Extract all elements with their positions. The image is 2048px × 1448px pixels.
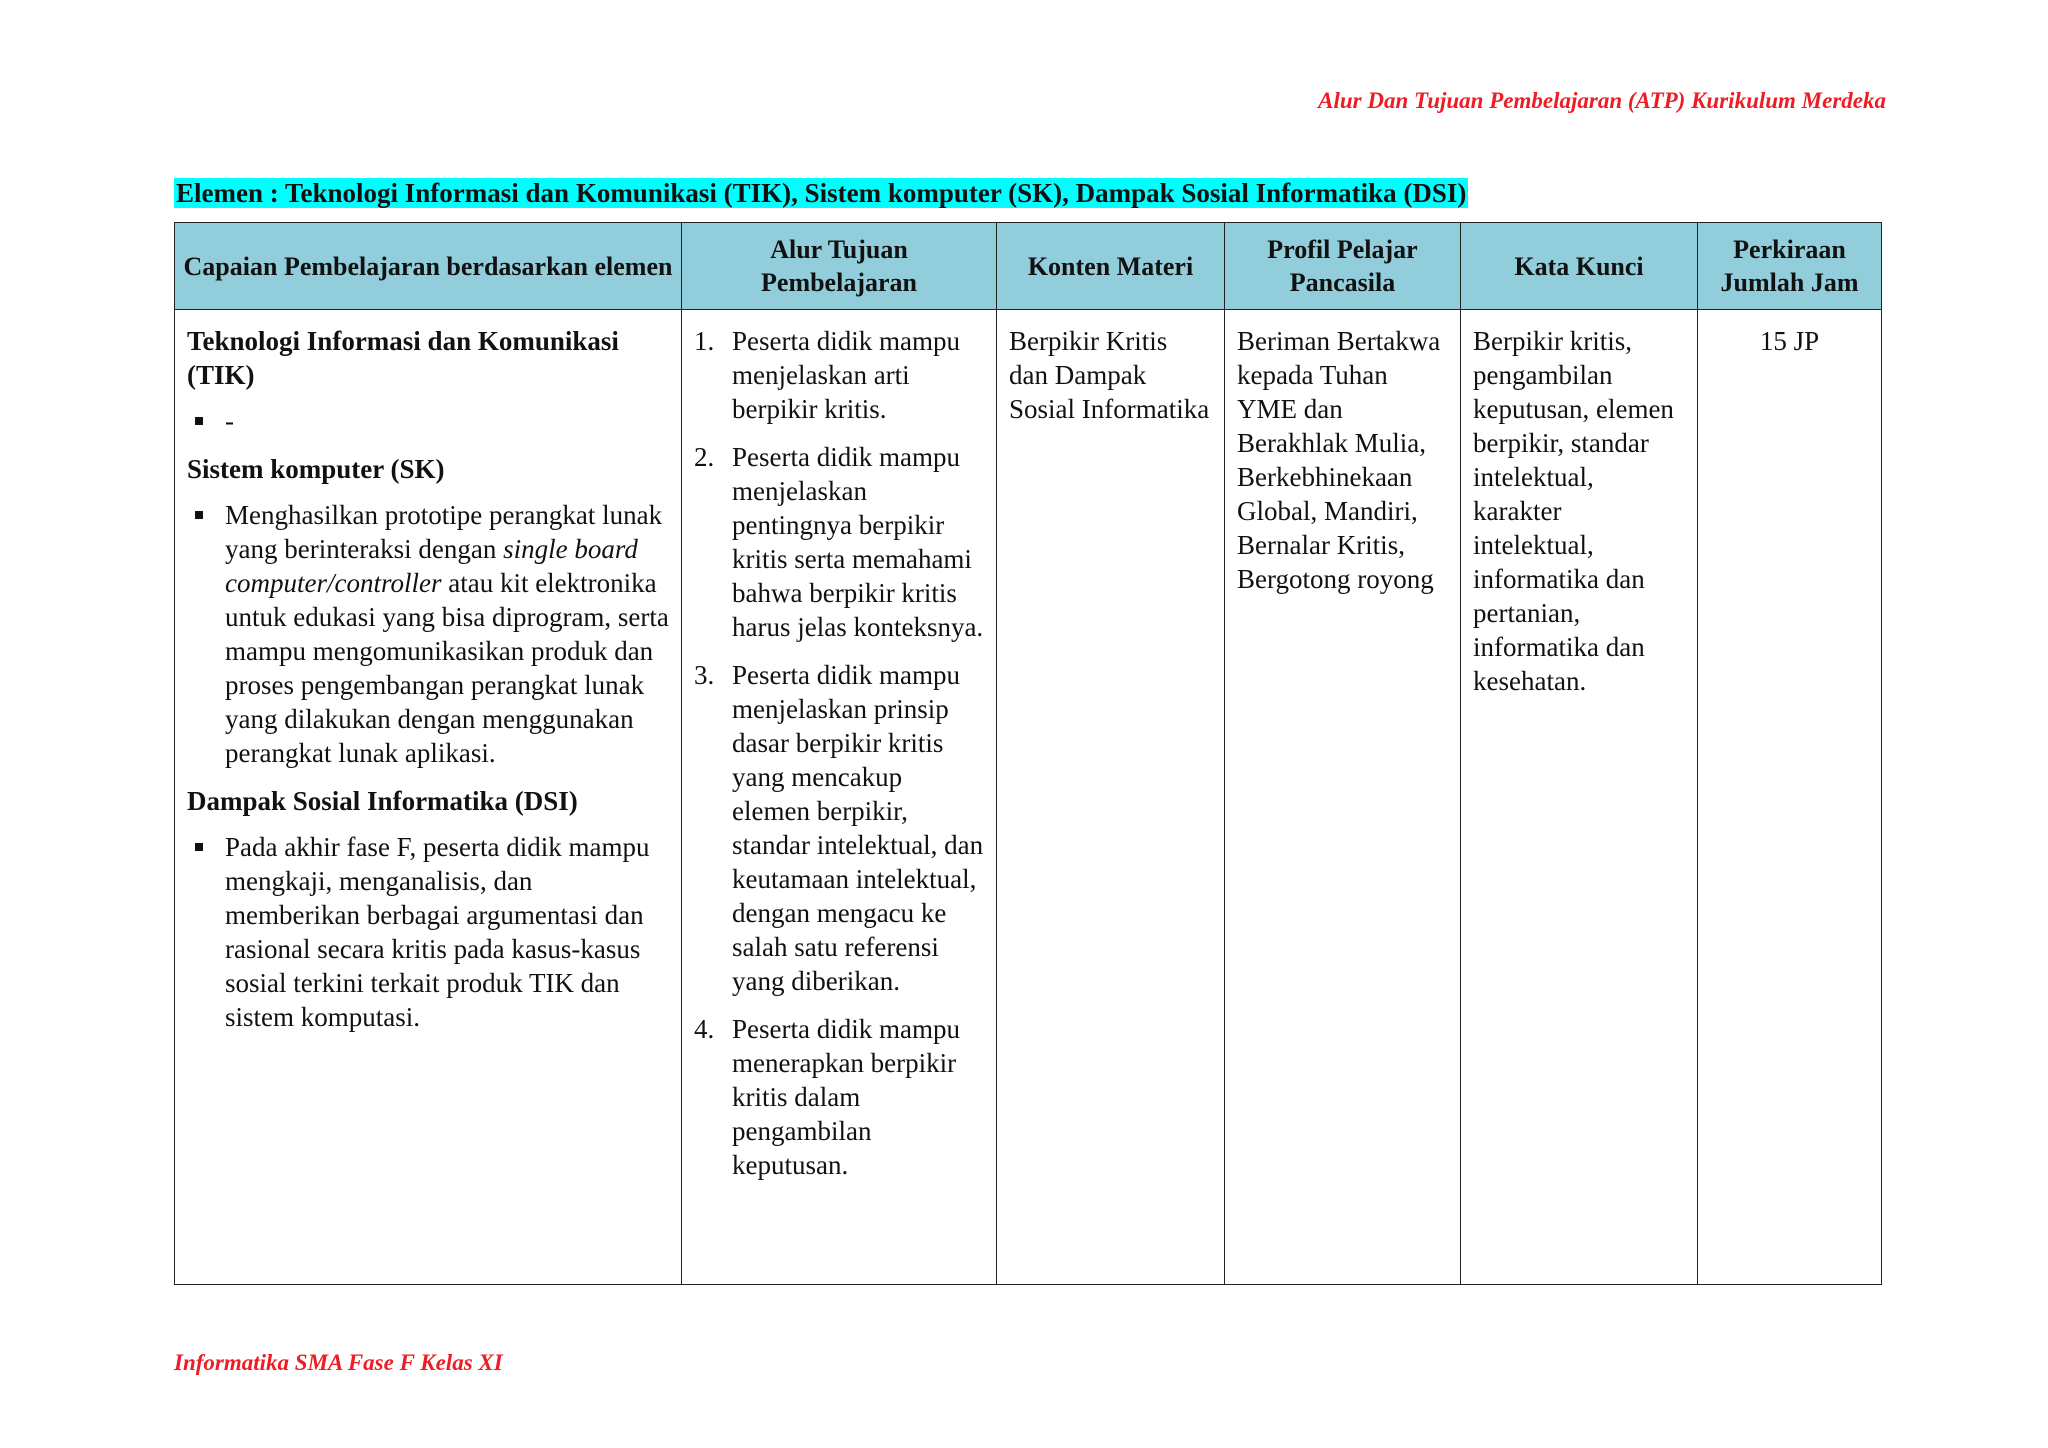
sk-item-text-b: atau kit elektronika untuk edukasi yang bisa diprogram, serta mampu mengomunikasikan produk dan proses pengembangan perangkat lunak yang dilakukan dengan menggunakan perangkat lunak aplikasi. <box>225 568 669 768</box>
dsi-item: Pada akhir fase F, peserta didik mampu mengkaji, menganalisis, dan memberikan berbagai argumentasi dan rasional secara kritis pada kasus-kasus sosial terkini terkait produk TIK dan sistem komputasi. <box>225 830 669 1034</box>
cell-kata-kunci: Berpikir kritis, pengambilan keputusan, elemen berpikir, standar intelektual, karakter intelektual, informatika dan pertanian, informatika dan kesehatan. <box>1461 310 1698 1285</box>
header-profil: Profil Pelajar Pancasila <box>1225 223 1461 310</box>
alur-item-number: 3. <box>694 660 715 690</box>
element-heading-highlight: Elemen : Teknologi Informasi dan Komunikasi (TIK), Sistem komputer (SK), Dampak Sosial Informatika (DSI) <box>176 178 1467 208</box>
alur-item <box>694 658 984 998</box>
element-heading <box>174 176 1468 210</box>
sk-item-text-a: Menghasilkan prototipe perangkat lunak yang berinteraksi dengan <box>225 500 663 564</box>
header-kata-kunci: Kata Kunci <box>1461 223 1698 310</box>
cell-alur <box>682 310 997 1285</box>
header-konten: Konten Materi <box>997 223 1225 310</box>
cell-capaian <box>175 310 682 1285</box>
cell-profil: Beriman Bertakwa kepada Tuhan YME dan Berakhlak Mulia, Berkebhinekaan Global, Mandiri, Bernalar Kritis, Bergotong royong <box>1225 310 1461 1285</box>
header-capaian: Capaian Pembelajaran berdasarkan elemen <box>175 223 682 310</box>
sk-list <box>187 498 669 770</box>
header-alur: Alur Tujuan Pembelajaran <box>682 223 997 310</box>
cell-konten: Berpikir Kritis dan Dampak Sosial Informatika <box>997 310 1225 1285</box>
alur-item-text: Peserta didik mampu menjelaskan prinsip dasar berpikir kritis yang mencakup elemen berpikir, standar intelektual, dan keutamaan intelektual, dengan mengacu ke salah satu referensi yang diberikan. <box>732 660 984 996</box>
alur-item-text: Peserta didik mampu menerapkan berpikir kritis dalam pengambilan keputusan. <box>732 1014 960 1180</box>
document-footer: Informatika SMA Fase F Kelas XI <box>174 1350 503 1375</box>
alur-item <box>694 440 984 644</box>
alur-item-number: 1. <box>694 326 715 356</box>
dsi-list <box>187 830 669 1034</box>
alur-item <box>694 324 984 426</box>
alur-item-number: 2. <box>694 442 715 472</box>
dsi-title: Dampak Sosial Informatika (DSI) <box>187 786 578 816</box>
alur-item <box>694 1012 984 1182</box>
table-row <box>175 310 1882 1285</box>
document-header-title: Alur Dan Tujuan Pembelajaran (ATP) Kurikulum Merdeka <box>1318 88 1886 113</box>
tik-title: Teknologi Informasi dan Komunikasi (TIK) <box>187 326 619 390</box>
sk-item-italic: single board computer/controller <box>225 534 638 598</box>
alur-list <box>694 324 984 1182</box>
cell-jam: 15 JP <box>1698 310 1882 1285</box>
tik-list <box>187 404 669 438</box>
alur-item-number: 4. <box>694 1014 715 1044</box>
alur-item-text: Peserta didik mampu menjelaskan arti berpikir kritis. <box>732 326 960 424</box>
sk-item <box>225 498 669 770</box>
header-jam: Perkiraan Jumlah Jam <box>1698 223 1882 310</box>
table-header-row <box>175 223 1882 310</box>
sk-title: Sistem komputer (SK) <box>187 454 445 484</box>
tik-item: - <box>225 404 669 438</box>
atp-table <box>174 222 1882 1285</box>
alur-item-text: Peserta didik mampu menjelaskan pentingnya berpikir kritis serta memahami bahwa berpikir kritis harus jelas konteksnya. <box>732 442 984 642</box>
